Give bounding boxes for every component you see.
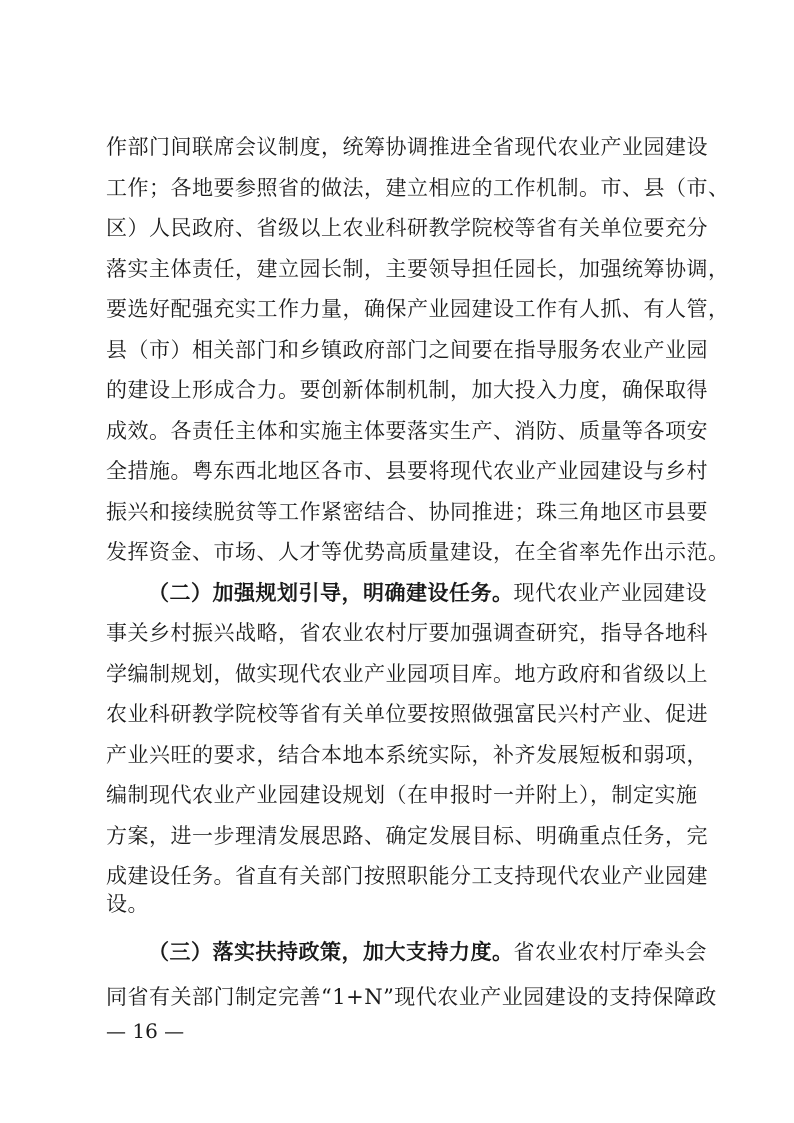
paragraph-line: 县（市）相关部门和乡镇政府部门之间要在指导服务农业产业园 <box>106 337 708 362</box>
paragraph-line: 作部门间联席会议制度，统筹协调推进全省现代农业产业园建设 <box>106 135 708 159</box>
page-number: — 16 — <box>106 1019 185 1043</box>
paragraph-line: 成效。各责任主体和实施主体要落实生产、消防、质量等各项安 <box>106 418 708 443</box>
section-heading: （二）加强规划引导，明确建设任务。 <box>148 580 514 605</box>
paragraph-line: 落实主体责任，建立园长制，主要领导担任园长，加强统筹协调， <box>106 256 730 281</box>
paragraph-line: 同省有关部门制定完善“1+N”现代农业产业园建设的支持保障政 <box>106 985 717 1009</box>
paragraph-line: 工作；各地要参照省的做法，建立相应的工作机制。市、县（市、 <box>106 175 730 200</box>
paragraph-line: 农业科研教学院校等省有关单位要按照做强富民兴村产业、促进 <box>106 702 708 726</box>
section-heading-line: （二）加强规划引导，明确建设任务。现代农业产业园建设 <box>148 580 707 605</box>
paragraph-line: 振兴和接续脱贫等工作紧密结合、协同推进；珠三角地区市县要 <box>106 499 708 524</box>
paragraph-line: 产业兴旺的要求，结合本地本系统实际，补齐发展短板和弱项， <box>106 742 708 767</box>
paragraph-line: 编制现代农业产业园建设规划（在申报时一并附上），制定实施 <box>106 783 698 807</box>
paragraph-line: 发挥资金、市场、人才等优势高质量建设，在全省率先作出示范。 <box>106 540 730 564</box>
paragraph-line: 成建设任务。省直有关部门按照职能分工支持现代农业产业园建 <box>106 864 708 888</box>
section-heading-line: （三）落实扶持政策，加大支持力度。省农业农村厅牵头会 <box>148 940 707 964</box>
paragraph-line: 的建设上形成合力。要创新体制机制，加大投入力度，确保取得 <box>106 378 708 402</box>
paragraph-line: 事关乡村振兴战略，省农业农村厅要加强调查研究，指导各地科 <box>106 621 708 645</box>
paragraph-line: 学编制规划，做实现代农业产业园项目库。地方政府和省级以上 <box>106 661 708 686</box>
paragraph-line: 方案，进一步理清发展思路、确定发展目标、明确重点任务，完 <box>106 823 708 848</box>
paragraph-line: 区）人民政府、省级以上农业科研教学院校等省有关单位要充分 <box>106 216 708 240</box>
paragraph-line: 全措施。粤东西北地区各市、县要将现代农业产业园建设与乡村 <box>106 459 708 483</box>
section-heading: （三）落实扶持政策，加大支持力度。 <box>148 940 514 964</box>
paragraph-line: 设。 <box>106 892 149 916</box>
paragraph-line: 要选好配强充实工作力量，确保产业园建设工作有人抓、有人管， <box>106 297 730 321</box>
